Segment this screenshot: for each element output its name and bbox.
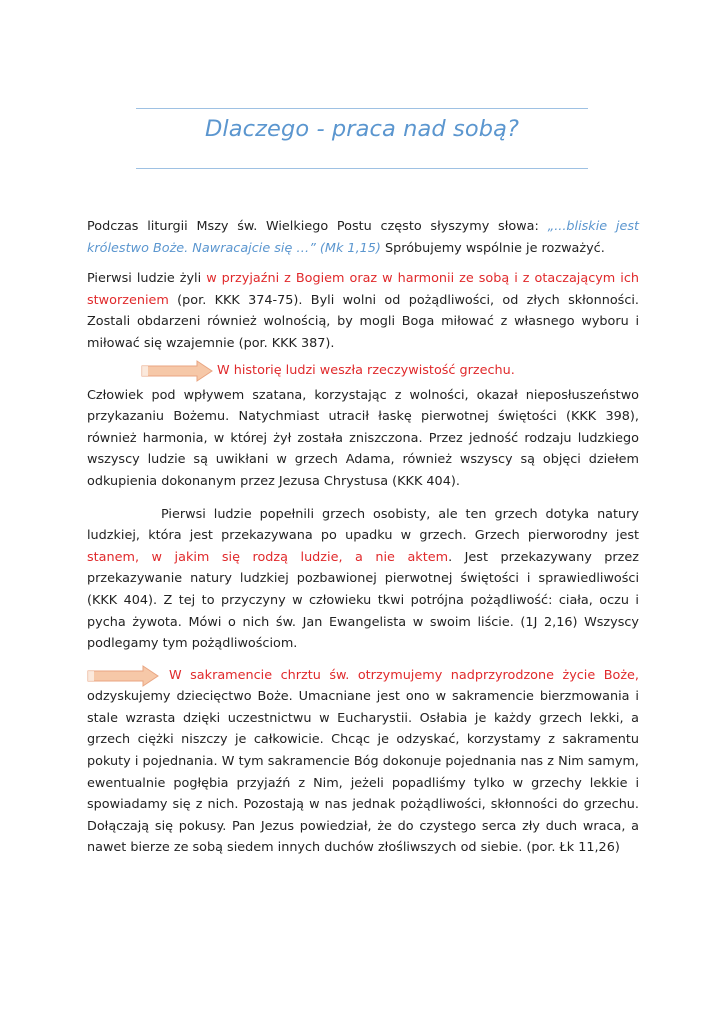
intro-text: Podczas liturgii Mszy św. Wielkiego Postu często słyszymy słowa: [87, 219, 548, 234]
right-arrow-icon [87, 665, 159, 687]
intro-text-end: Spróbujemy wspólnie je rozważyć. [380, 240, 605, 256]
right-arrow-icon [141, 360, 213, 382]
title-rule-bottom [136, 168, 588, 169]
page-title: Dlaczego - praca nad sobą? [204, 116, 520, 142]
paragraph-original-sin [87, 504, 639, 655]
original-sin-text-end: . Jest przekazywany przez przekazywanie natury ludzkiej pozbawionej pierwotnej świętości i sprawiedliwości (KKK 404). Z tej to przyczyny w człowieku tkwi potrójna pożądliwość: ciała, oczu i pycha żywota. Mówi o nich św. Jan Ewangelista w swoim liście. (1J 2,16) Wszyscy podlegamy tym pożądliwościom. [87, 549, 639, 652]
heading-sin-text: W historię ludzi weszła rzeczywistość grzechu. [217, 362, 515, 378]
document-body [87, 216, 639, 859]
baptism-text: odzyskujemy dziecięctwo Boże. Umacniane jest ono w sakramencie bierzmowania i stale wzrasta dzięki uczestnictwu w Eucharystii. Osłabia je każdy grzech lekki, a grzech ciężki niszczy je całkowicie. Chcąc je odzyskać, korzystamy z sakramentu pokuty i pojednania. W tym sakramencie Bóg dokonuje pojednania nas z Nim samym, ewentualnie pogłębia przyjaźń z Nim, jeżeli popadliśmy tylko w grzechy lekkie i spowiadamy się z nich. Pozostają w nas jednak pożądliwości, skłonności do grzechu. Dołączają się pokusy. Pan Jezus powiedział, że do czystego serca zły duch wraca, a nawet bierze ze sobą siedem innych duchów złośliwszych od siebie. (por. Łk 11,26) [87, 689, 639, 856]
highlight-baptism: W sakramencie chrztu św. otrzymujemy nadprzyrodzone życie Boże, [169, 667, 639, 683]
paragraph-disobedience: Człowiek pod wpływem szatana, korzystając z wolności, okazał nieposłuszeństwo przykazaniu Bożemu. Natychmiast utracił łaskę pierwotnej świętości (KKK 398), również harmonia, w której żył została zniszczona. Przez jedność rodzaju ludzkiego wszyscy ludzie są uwikłani w grzech Adama, również wszyscy są objęci dziełem odkupienia dokonanym przez Jezusa Chrystusa (KKK 404). [87, 387, 639, 489]
scripture-quote: „...bliskie jest królestwo Boże. Nawracajcie się …” (Mk 1,15) [87, 219, 639, 256]
highlight-harmony: w przyjaźni z Bogiem oraz w harmonii ze sobą i z otaczającym ich stworzeniem [87, 271, 639, 308]
section-heading-sin [87, 360, 639, 384]
paragraph-baptism [87, 665, 639, 859]
paragraph-intro [87, 216, 639, 259]
first-people-text: Pierwsi ludzie żyli [87, 271, 207, 287]
title-rule-top [136, 108, 588, 109]
first-people-text-end: (por. KKK 374-75). Byli wolni od pożądliwości, od złych skłonności. Zostali obdarzeni również wolnością, by mogli Boga miłować z własnego wyboru i miłować się wzajemnie (por. KKK 387). [87, 292, 639, 351]
original-sin-text: Pierwsi ludzie popełnili grzech osobisty, ale ten grzech dotyka natury ludzkiej, która jest przekazywana po upadku w grzech. Grzech pierworodny jest [87, 506, 639, 544]
paragraph-first-people [87, 268, 639, 354]
highlight-state: stanem, w jakim się rodzą ludzie, a nie aktem [87, 549, 449, 565]
